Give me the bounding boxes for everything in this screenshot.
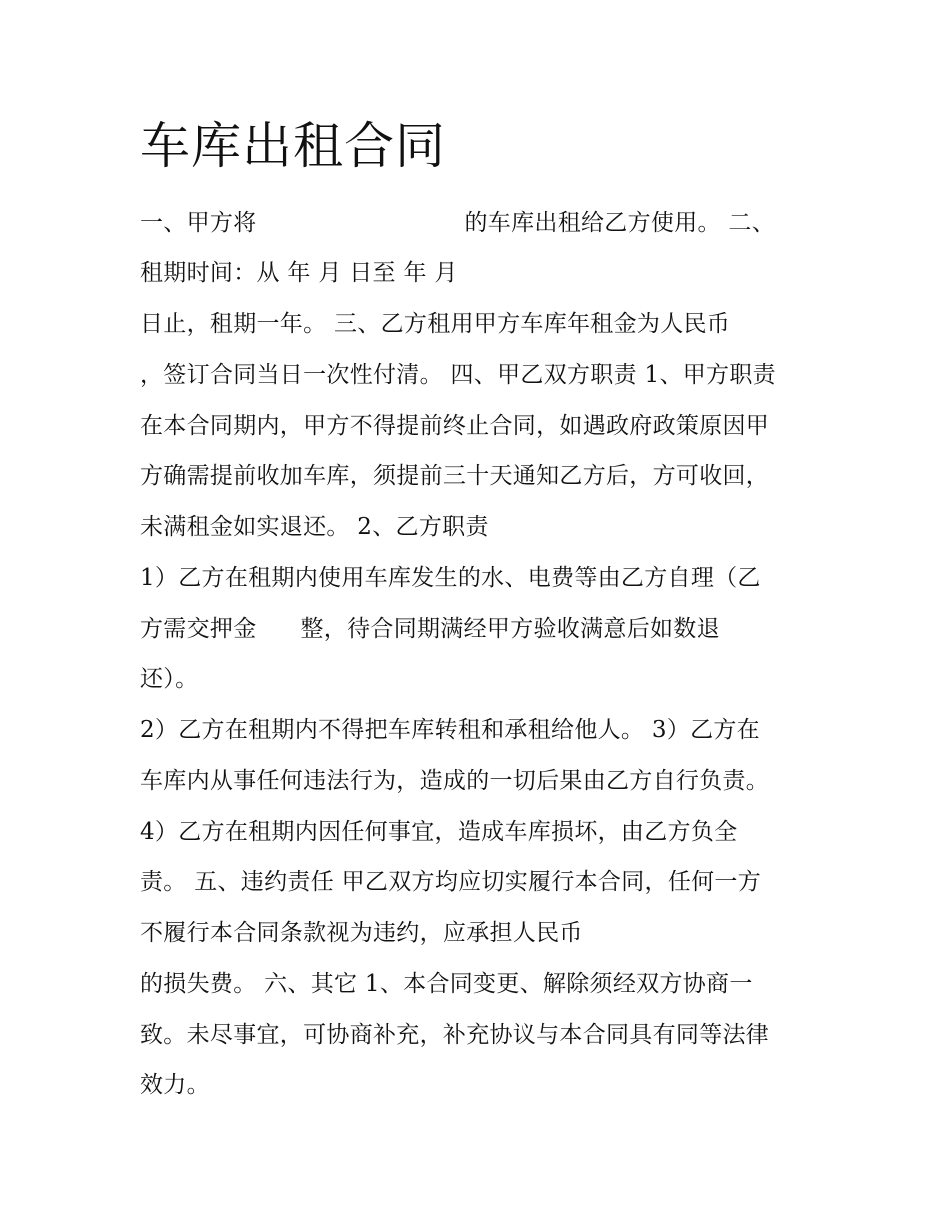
- paragraph-line: 1）乙方在租期内使用车库发生的水、电费等由乙方自理（乙: [140, 565, 761, 591]
- paragraph-line: 方确需提前收加车库，须提前三十天通知乙方后，方可收回，: [140, 463, 770, 489]
- document-title: 车库出租合同: [140, 117, 446, 175]
- line-segment: 方需交押金: [140, 616, 257, 642]
- paragraph-line: 租期时间：从 年 月 日至 年 月: [140, 260, 458, 286]
- paragraph-line: 车库内从事任何违法行为，造成的一切后果由乙方自行负责。: [140, 768, 770, 794]
- paragraph-line: 2）乙方在租期内不得把车库转租和承租给他人。 3）乙方在: [140, 717, 760, 743]
- paragraph-line: 的损失费。 六、其它 1、本合同变更、解除须经双方协商一: [140, 971, 753, 997]
- paragraph-line: [140, 614, 720, 644]
- paragraph-line: 致。未尽事宜，可协商补充，补充协议与本合同具有同等法律: [140, 1022, 770, 1048]
- paragraph-line: 效力。: [140, 1072, 210, 1098]
- paragraph-line: 日止，租期一年。 三、乙方租用甲方车库年租金为人民币: [140, 311, 731, 337]
- line-segment: 的车库出租给乙方使用。 二、: [464, 210, 776, 236]
- paragraph-line: 未满租金如实退还。 2、乙方职责: [140, 514, 489, 540]
- line-segment: 一、甲方将: [140, 210, 257, 236]
- paragraph-line: 4）乙方在租期内因任何事宜，造成车库损坏，由乙方负全: [140, 819, 738, 845]
- paragraph-line: 责。 五、违约责任 甲乙双方均应切实履行本合同，任何一方: [140, 869, 762, 895]
- paragraph-line: 不履行本合同条款视为违约，应承担人民币: [140, 920, 583, 946]
- paragraph-line: 还）。: [140, 666, 199, 692]
- paragraph-line: [140, 208, 775, 238]
- line-segment: 整，待合同期满经甲方验收满意后如数退: [300, 616, 720, 642]
- paragraph-line: ，签订合同当日一次性付清。 四、甲乙双方职责 1、甲方职责: [140, 362, 776, 388]
- paragraph-line: 在本合同期内，甲方不得提前终止合同，如遇政府政策原因甲: [140, 413, 770, 439]
